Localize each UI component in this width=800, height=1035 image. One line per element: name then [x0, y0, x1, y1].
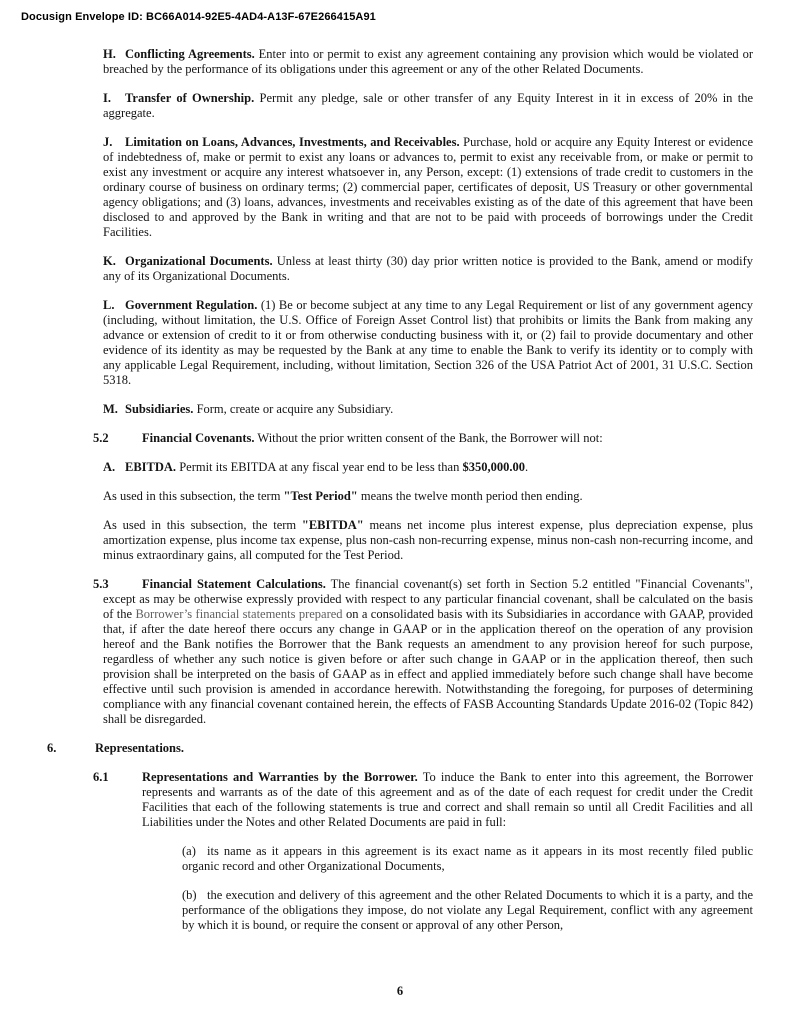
clause-i-transfer-of-ownership [103, 91, 753, 121]
text-run: As used in this subsection, the term [103, 518, 302, 532]
text-run: means net income plus interest expense, plus depreciation expense, plus amortization expense, plus income tax expense, plus non-cash non-recurring expense, minus non-cash non-recurring income, and minus extraordinary gains, all computed for the Test Period. [103, 518, 753, 562]
document-body [0, 47, 800, 947]
clause-marker: H. [103, 47, 116, 61]
clause-m-subsidiaries [103, 402, 753, 417]
text-run: Form, create or acquire any Subsidiary. [193, 402, 394, 416]
docusign-envelope-id: Docusign Envelope ID: BC66A014-92E5-4AD4-A13F-67E266415A91 [21, 11, 376, 23]
clause-marker: 6. [47, 741, 57, 755]
clause-l-government-regulation [103, 298, 753, 388]
text-run: Limitation on Loans, Advances, Investments, and Receivables. [125, 135, 460, 149]
text-run: on a consolidated basis with its Subsidiaries in accordance with GAAP, provided that, if after the date hereof there occurs any change in GAAP or in the application thereof on the operation of any provision hereof and the Bank notifies the Borrower that the Bank requests an amendment to any provision hereof for such purpose, regardless of whether any such notice is given before or after such change in GAAP or in the application thereof, then such provision shall be interpreted on the basis of GAAP as in effect and applied immediately before such change shall have become effective until such provision is amended in accordance herewith. Notwithstanding the foregoing, for purposes of determining compliance with any financial covenant contained herein, the effects of FASB Accounting Standards Update 2016-02 (Topic 842) shall be disregarded. [103, 607, 753, 726]
section-6-1-representations-and-warranties [93, 770, 753, 830]
text-run: Subsidiaries. [125, 402, 194, 416]
text-run: As used in this subsection, the term [103, 489, 284, 503]
clause-marker: M. [103, 402, 118, 416]
clause-marker: L. [103, 298, 115, 312]
text-run: Permit any pledge, sale or other transfer of any Equity Interest in it in excess of 20% in the aggregate. [103, 91, 753, 120]
text-run: Organizational Documents. [125, 254, 273, 268]
clause-marker: 5.2 [93, 431, 109, 445]
text-run: its name as it appears in this agreement is its exact name as it appears in its most recently filed public organic record and other Organizational Documents, [182, 844, 753, 873]
text-run: $350,000.00 [462, 460, 525, 474]
text-run: Conflicting Agreements. [125, 47, 255, 61]
section-5-2-financial-covenants [93, 431, 753, 446]
text-run: Transfer of Ownership. [125, 91, 255, 105]
text-run: means the twelve month period then ending. [357, 489, 583, 503]
para-test-period-definition [103, 489, 753, 504]
text-run: Financial Covenants. [142, 431, 255, 445]
text-run: the execution and delivery of this agreement and the other Related Documents to which it is a party, and the performance of the obligations they impose, do not violate any Legal Requirement, conflict with any agreement by which it is bound, or require the consent or approval of any other Person, [182, 888, 753, 932]
text-run: Government Regulation. [125, 298, 258, 312]
text-run: (1) Be or become subject at any time to any Legal Requirement or list of any government agency (including, without limitation, the U.S. Office of Foreign Asset Control list) that prohibits or limits the Bank from making any advance or extension of credit to it or from otherwise conducting business with it, or (2) fail to provide documentary and other evidence of its identity as may be requested by the Bank at any time to enable the Bank to verify its identity or to comply with any applicable Legal Requirement, including, without limitation, Section 326 of the USA Patriot Act of 2001, 31 U.S.C. Section 5318. [103, 298, 753, 387]
text-run: EBITDA. [125, 460, 177, 474]
text-run: Permit its EBITDA at any fiscal year end to be less than [176, 460, 463, 474]
para-ebitda-definition [103, 518, 753, 563]
clause-marker: (a) [182, 844, 196, 858]
clause-a-ebitda [103, 460, 753, 475]
text-run: Without the prior written consent of the Bank, the Borrower will not: [254, 431, 603, 445]
section-5-3-financial-statement-calculations [93, 577, 753, 727]
text-run: Financial Statement Calculations. [142, 577, 326, 591]
clause-marker: 5.3 [93, 577, 109, 591]
text-run: Representations. [95, 741, 185, 755]
page-number: 6 [396, 984, 404, 998]
text-run: . [524, 460, 529, 474]
clause-k-organizational-documents [103, 254, 753, 284]
section-6-representations [47, 741, 753, 756]
text-run: Unless at least thirty (30) day prior written notice is provided to the Bank, amend or modify any of its Organizational Documents. [103, 254, 753, 283]
clause-marker: 6.1 [93, 770, 109, 784]
clause-j-limitation-on-loans [103, 135, 753, 240]
text-run: "Test Period" [283, 489, 358, 503]
clause-marker: J. [103, 135, 113, 149]
clause-marker: I. [103, 91, 111, 105]
text-run: Purchase, hold or acquire any Equity Interest or evidence of indebtedness of, make or permit to exist any loans or advances to, permit to exist any receivable from, or make or permit to exist any investment or acquire any interest whatsoever in, any Person, except: (1) extensions of trade credit to customers in the ordinary course of business on ordinary terms; (2) commercial paper, certificates of deposit, US Treasury or other governmental agency obligations; and (3) loans, advances, investments and receivables existing as of the date of this agreement that have been disclosed to and approved by the Bank in writing and that are not to be paid with proceeds of borrowings under the Credit Facilities. [103, 135, 753, 239]
clause-h-conflicting-agreements [103, 47, 753, 77]
text-run: Representations and Warranties by the Borrower. [142, 770, 418, 784]
text-run: The financial covenant(s) set forth in Section 5.2 entitled "Financial Covenants", except as may be otherwise expressly provided with respect to any particular financial covenant, shall be calculated on the basis of the [103, 577, 753, 621]
sub-clause-a-exact-name [182, 844, 753, 874]
clause-marker: K. [103, 254, 116, 268]
text-run: "EBITDA" [301, 518, 364, 532]
text-run: Borrower’s financial statements prepared [135, 607, 343, 621]
clause-marker: A. [103, 460, 116, 474]
sub-clause-b-execution-and-delivery [182, 888, 753, 933]
text-run: To induce the Bank to enter into this agreement, the Borrower represents and warrants as of the date of this agreement and as of the date of each request for credit under the Credit Facilities that each of the following statements is true and correct and shall remain so until all Credit Facilities and all Liabilities under the Notes and other Related Documents are paid in full: [142, 770, 753, 829]
clause-marker: (b) [182, 888, 197, 902]
text-run: Enter into or permit to exist any agreement containing any provision which would be violated or breached by the performance of its obligations under this agreement or any of the other Related Documents. [103, 47, 754, 76]
